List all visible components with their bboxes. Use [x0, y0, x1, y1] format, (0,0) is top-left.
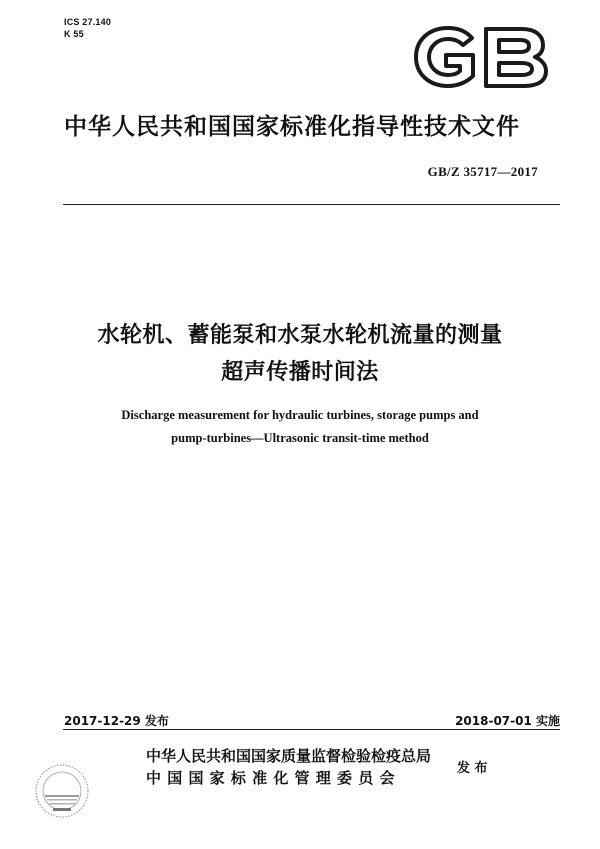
standard-number: GB/Z 35717—2017 [427, 164, 538, 179]
release-date: 2017-12-29 发布 [64, 714, 169, 728]
bottom-divider [63, 729, 560, 730]
issue-label: 发 布 [457, 761, 488, 776]
title-cn-line2: 超声传播时间法 [221, 360, 379, 385]
issuer-line1: 中华人民共和国国家质量监督检验检疫总局 [146, 747, 432, 765]
title-cn-line1: 水轮机、蓄能泵和水泵水轮机流量的测量 [97, 323, 503, 348]
ics-code: ICS 27.140 [64, 17, 112, 27]
issuer-line2: 中 国 国 家 标 准 化 管 理 委 员 会 [146, 769, 395, 787]
gb-logo [410, 24, 552, 90]
title-en-line2: pump-turbines—Ultrasonic transit-time method [171, 431, 429, 445]
stamp-watermark-icon [33, 762, 91, 820]
top-divider [63, 204, 560, 205]
ccs-code: K 55 [64, 29, 84, 39]
title-en-line1: Discharge measurement for hydraulic turbines, storage pumps and [121, 408, 479, 422]
document-category: 中华人民共和国国家标准化指导性技术文件 [64, 114, 520, 140]
implementation-date: 2018-07-01 实施 [455, 714, 560, 728]
